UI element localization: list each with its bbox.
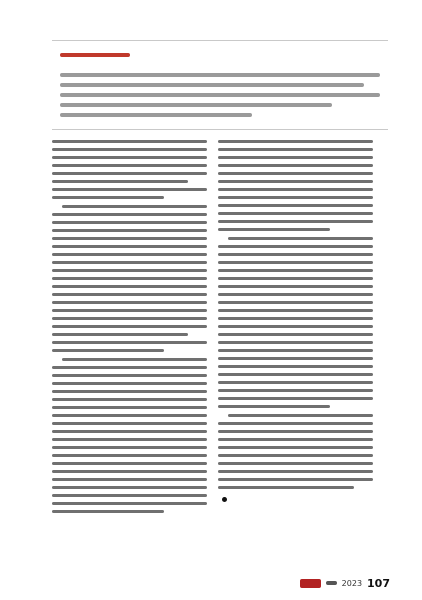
article-paragraph	[52, 140, 207, 199]
page-footer	[300, 576, 390, 590]
page-number: 107	[367, 576, 390, 590]
article-column-left	[52, 135, 207, 519]
issue-year: 2023	[341, 578, 363, 588]
author-bio-text	[60, 47, 380, 117]
article-column-right	[218, 135, 373, 510]
article-paragraph	[52, 358, 207, 513]
article-paragraph	[218, 237, 373, 408]
magazine-logo	[300, 579, 321, 588]
article-end-mark	[222, 497, 227, 502]
article-paragraph	[52, 205, 207, 352]
author-bio-box	[52, 40, 388, 130]
author-name-line	[60, 53, 130, 57]
article-paragraph	[218, 140, 373, 231]
issue-month-label	[326, 581, 337, 585]
article-paragraph	[218, 414, 373, 504]
